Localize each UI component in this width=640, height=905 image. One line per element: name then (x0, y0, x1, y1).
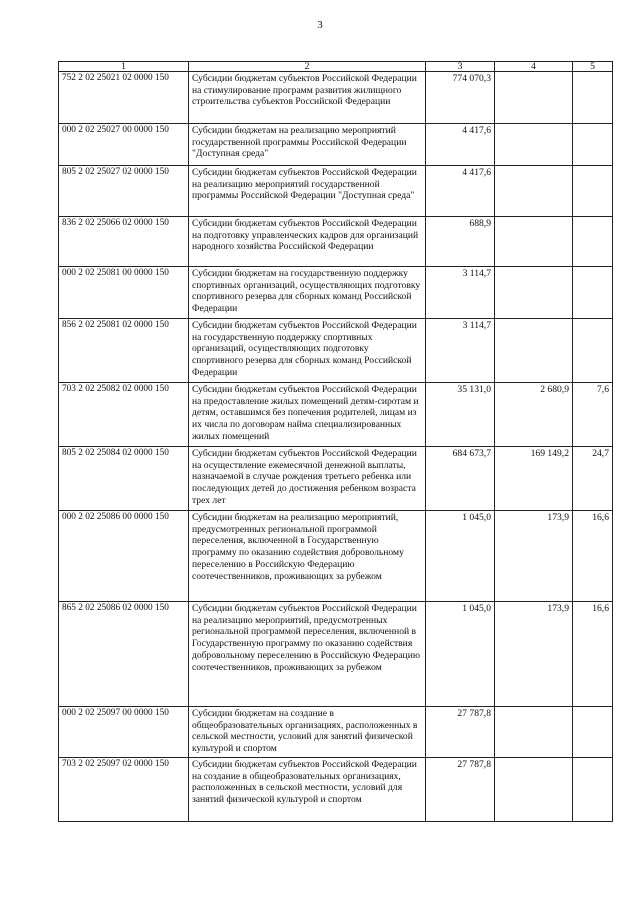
income-name: Субсидии бюджетам субъектов Российской Федерации на реализацию мероприятий, предусмотренных региональной программой переселения, включенной в Государственную программу по оказанию содействия добровольному переселению в Российскую Федерацию соотечественников, проживающих за рубежом (189, 602, 426, 707)
table-row (59, 72, 613, 124)
percent-value (573, 319, 613, 383)
fact-value (495, 707, 573, 758)
plan-value: 4 417,6 (426, 124, 495, 166)
plan-value: 688,9 (426, 217, 495, 267)
table-row (59, 602, 613, 707)
budget-code: 865 2 02 25086 02 0000 150 (59, 602, 189, 707)
percent-value (573, 758, 613, 822)
column-header-3: 3 (426, 62, 495, 72)
budget-code: 000 2 02 25027 00 0000 150 (59, 124, 189, 166)
percent-value (573, 707, 613, 758)
fact-value (495, 267, 573, 319)
budget-code: 000 2 02 25086 00 0000 150 (59, 511, 189, 602)
income-name: Субсидии бюджетам на создание в общеобразовательных организациях, расположенных в сельской местности, условий для занятий физической культурой и спортом (189, 707, 426, 758)
budget-code: 703 2 02 25082 02 0000 150 (59, 383, 189, 447)
fact-value (495, 319, 573, 383)
table-row (59, 511, 613, 602)
budget-code: 000 2 02 25081 00 0000 150 (59, 267, 189, 319)
percent-value (573, 267, 613, 319)
plan-value: 4 417,6 (426, 166, 495, 217)
percent-value (573, 124, 613, 166)
income-name: Субсидии бюджетам на реализацию мероприятий, предусмотренных региональной программой переселения, включенной в Государственную программу по оказанию содействия добровольному переселению в Российскую Федерацию соотечественников, проживающих за рубежом (189, 511, 426, 602)
percent-value: 16,6 (573, 602, 613, 707)
table-row (59, 166, 613, 217)
plan-value: 1 045,0 (426, 511, 495, 602)
table-row (59, 383, 613, 447)
table-row (59, 758, 613, 822)
column-header-4: 4 (495, 62, 573, 72)
column-header-5: 5 (573, 62, 613, 72)
budget-code: 805 2 02 25084 02 0000 150 (59, 447, 189, 511)
table-row (59, 217, 613, 267)
fact-value: 173,9 (495, 602, 573, 707)
income-name: Субсидии бюджетам субъектов Российской Федерации на государственную поддержку спортивных организаций, осуществляющих подготовку спортивного резерва для сборных команд Российской Федерации (189, 319, 426, 383)
fact-value (495, 166, 573, 217)
fact-value (495, 124, 573, 166)
income-name: Субсидии бюджетам на реализацию мероприятий государственной программы Российской Федерации "Доступная среда" (189, 124, 426, 166)
income-name: Субсидии бюджетам субъектов Российской Федерации на стимулирование программ развития жилищного строительства субъектов Российской Федерации (189, 72, 426, 124)
fact-value: 173,9 (495, 511, 573, 602)
fact-value: 2 680,9 (495, 383, 573, 447)
income-name: Субсидии бюджетам на государственную поддержку спортивных организаций, осуществляющих подготовку спортивного резерва для сборных команд Российской Федерации (189, 267, 426, 319)
fact-value (495, 758, 573, 822)
plan-value: 27 787,8 (426, 707, 495, 758)
income-name: Субсидии бюджетам субъектов Российской Федерации на предоставление жилых помещений детям-сиротам и детям, оставшимся без попечения родителей, лицам из их числа по договорам найма специализированных жилых помещений (189, 383, 426, 447)
header-row (59, 62, 613, 72)
percent-value (573, 166, 613, 217)
table-row (59, 319, 613, 383)
budget-code: 856 2 02 25081 02 0000 150 (59, 319, 189, 383)
fact-value (495, 217, 573, 267)
table-row (59, 707, 613, 758)
plan-value: 27 787,8 (426, 758, 495, 822)
budget-table (58, 61, 613, 822)
plan-value: 1 045,0 (426, 602, 495, 707)
income-name: Субсидии бюджетам субъектов Российской Федерации на реализацию мероприятий государственной программы Российской Федерации "Доступная среда" (189, 166, 426, 217)
percent-value (573, 217, 613, 267)
plan-value: 35 131,0 (426, 383, 495, 447)
budget-code: 836 2 02 25066 02 0000 150 (59, 217, 189, 267)
budget-code: 752 2 02 25021 02 0000 150 (59, 72, 189, 124)
fact-value: 169 149,2 (495, 447, 573, 511)
percent-value (573, 72, 613, 124)
budget-code: 000 2 02 25097 00 0000 150 (59, 707, 189, 758)
plan-value: 3 114,7 (426, 267, 495, 319)
fact-value (495, 72, 573, 124)
percent-value: 16,6 (573, 511, 613, 602)
page-number: 3 (317, 19, 323, 31)
plan-value: 684 673,7 (426, 447, 495, 511)
column-header-1: 1 (59, 62, 189, 72)
plan-value: 774 070,3 (426, 72, 495, 124)
budget-code: 703 2 02 25097 02 0000 150 (59, 758, 189, 822)
income-name: Субсидии бюджетам субъектов Российской Федерации на осуществление ежемесячной денежной выплаты, назначаемой в случае рождения третьего ребенка или последующих детей до достижения ребенком возраста трех лет (189, 447, 426, 511)
table-row (59, 447, 613, 511)
percent-value: 24,7 (573, 447, 613, 511)
plan-value: 3 114,7 (426, 319, 495, 383)
percent-value: 7,6 (573, 383, 613, 447)
table-row (59, 124, 613, 166)
income-name: Субсидии бюджетам субъектов Российской Федерации на подготовку управленческих кадров для организаций народного хозяйства Российской Федерации (189, 217, 426, 267)
income-name: Субсидии бюджетам субъектов Российской Федерации на создание в общеобразовательных организациях, расположенных в сельской местности, условий для занятий физической культурой и спортом (189, 758, 426, 822)
budget-code: 805 2 02 25027 02 0000 150 (59, 166, 189, 217)
table-row (59, 267, 613, 319)
column-header-2: 2 (189, 62, 426, 72)
